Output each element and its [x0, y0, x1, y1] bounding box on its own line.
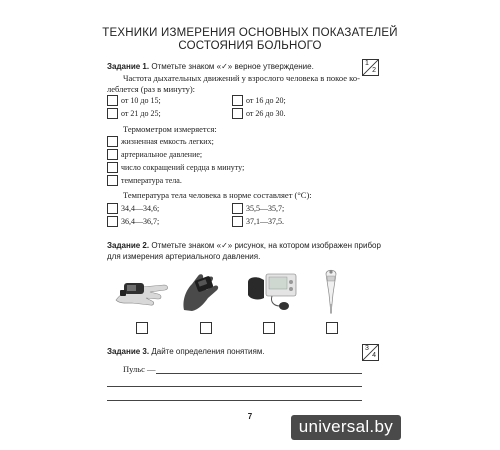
answer-line-2[interactable] — [107, 386, 362, 387]
task2-header-cont — [107, 252, 260, 261]
blood-pressure-monitor-icon — [244, 268, 302, 312]
q2-option-1[interactable] — [107, 136, 214, 147]
checkbox[interactable] — [107, 162, 118, 173]
q3-option-1[interactable] — [107, 203, 159, 214]
watermark-badge: universal.by — [291, 415, 401, 440]
task1-header — [107, 62, 314, 71]
q3-option-3[interactable] — [107, 216, 159, 227]
checkbox[interactable] — [107, 95, 118, 106]
option-label: число сокращений сердца в минуту; — [121, 163, 245, 172]
task1-question-1-cont — [107, 84, 367, 95]
q2-option-4[interactable] — [107, 175, 182, 186]
digital-thermometer-icon — [318, 264, 344, 316]
answer-line-3[interactable] — [107, 400, 362, 401]
term-pulse: Пульс — — [123, 364, 156, 374]
task2-label: Задание 2. — [107, 241, 150, 250]
task3-difficulty-badge — [362, 344, 379, 361]
option-label: от 26 до 30. — [246, 109, 286, 118]
task3-label: Задание 3. — [107, 347, 150, 356]
checkbox[interactable] — [232, 216, 243, 227]
device-2-checkbox[interactable] — [200, 322, 212, 334]
q2-option-2[interactable] — [107, 149, 202, 160]
task2-instruction-line-1: Отметьте знаком «✓» рисунок, на котором изображен прибор — [151, 241, 381, 250]
q2-text: Термометром измеряется: — [123, 124, 217, 134]
badge-numerator: 1 — [365, 60, 369, 67]
task3-instruction: Дайте определения понятиям. — [151, 347, 265, 356]
option-label: 34,4—34,6; — [121, 204, 160, 213]
checkbox[interactable] — [107, 108, 118, 119]
option-label: от 16 до 20; — [246, 96, 286, 105]
q1-text-line-1: Частота дыхательных движений у взрослого человека в покое ко- — [123, 73, 360, 83]
task1-question-3 — [123, 190, 383, 201]
badge-numerator: 3 — [365, 345, 369, 352]
answer-line-1[interactable] — [156, 373, 362, 374]
task1-question-2 — [123, 124, 383, 135]
badge-denominator: 2 — [372, 67, 376, 74]
task3-header — [107, 347, 265, 356]
q3-option-4[interactable] — [232, 216, 284, 227]
device-1-checkbox[interactable] — [136, 322, 148, 334]
checkbox[interactable] — [107, 175, 118, 186]
gloved-hand-oximeter-icon — [178, 268, 230, 312]
option-label: от 10 до 15; — [121, 96, 161, 105]
checkbox[interactable] — [107, 203, 118, 214]
checkbox[interactable] — [232, 203, 243, 214]
q1-option-4[interactable] — [232, 108, 285, 119]
task2-header — [107, 241, 381, 250]
option-label: жизненная емкость легких; — [121, 137, 214, 146]
q1-option-1[interactable] — [107, 95, 161, 106]
task1-label: Задание 1. — [107, 62, 150, 71]
option-label: от 21 до 25; — [121, 109, 161, 118]
checkbox[interactable] — [107, 136, 118, 147]
pulse-oximeter-icon — [112, 270, 172, 310]
q1-option-3[interactable] — [107, 108, 161, 119]
checkbox[interactable] — [232, 95, 243, 106]
q3-option-2[interactable] — [232, 203, 284, 214]
option-label: температура тела. — [121, 176, 182, 185]
option-label: 35,5—35,7; — [246, 204, 285, 213]
device-3-checkbox[interactable] — [263, 322, 275, 334]
checkbox[interactable] — [107, 149, 118, 160]
checkbox[interactable] — [107, 216, 118, 227]
option-label: 37,1—37,5. — [246, 217, 284, 226]
device-4-checkbox[interactable] — [326, 322, 338, 334]
title-line-1: ТЕХНИКИ ИЗМЕРЕНИЯ ОСНОВНЫХ ПОКАЗАТЕЛЕЙ — [102, 27, 398, 39]
q2-option-3[interactable] — [107, 162, 244, 173]
page-number: 7 — [247, 412, 253, 421]
task1-question-1 — [123, 73, 383, 84]
checkbox[interactable] — [232, 108, 243, 119]
task2-instruction-line-2: для измерения артериального давления. — [107, 252, 261, 261]
q1-option-2[interactable] — [232, 95, 286, 106]
option-label: 36,4—36,7; — [121, 217, 160, 226]
q1-text-line-2: леблется (раз в минуту): — [107, 84, 196, 94]
page-title — [0, 27, 500, 53]
q3-text: Температура тела человека в норме составляет (°C): — [123, 190, 312, 200]
option-label: артериальное давление; — [121, 150, 203, 159]
title-line-2: СОСТОЯНИЯ БОЛЬНОГО — [178, 40, 322, 52]
badge-denominator: 4 — [372, 352, 376, 359]
task1-instruction: Отметьте знаком «✓» верное утверждение. — [151, 62, 314, 71]
